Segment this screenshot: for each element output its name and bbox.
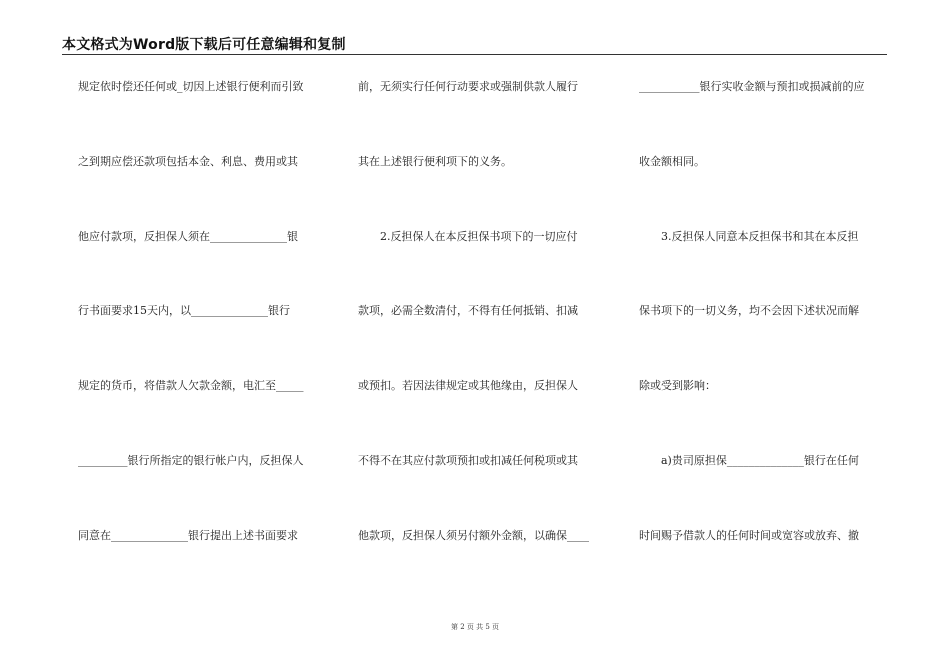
text-column-3	[639, 80, 894, 604]
text-line: 3.反担保人同意本反担保书和其在本反担	[661, 229, 859, 243]
text-line: 同意在______________银行提出上述书面要求	[78, 528, 298, 542]
text-line: 2.反担保人在本反担保书项下的一切应付	[380, 229, 578, 243]
text-line: 款项，必需全数清付，不得有任何抵销、扣减	[358, 304, 578, 318]
page-number: 第 2 页 共 5 页	[450, 623, 500, 631]
text-line: 除或受到影响：	[639, 379, 716, 393]
text-line: 之到期应偿还款项包括本金、利息、费用或其	[78, 154, 298, 168]
text-line: 或预扣。若因法律规定或其他缘由，反担保人	[358, 379, 578, 393]
text-line: 时间赐予借款人的任何时间或宽容或放弃、撤	[639, 528, 859, 542]
text-line: 规定的货币，将借款人欠款金额，电汇至_____	[78, 379, 304, 393]
text-column-2	[358, 80, 613, 604]
text-line: 他应付款项，反担保人须在______________银	[78, 229, 298, 243]
text-line: 他款项，反担保人须另付额外金额，以确保____	[358, 528, 589, 542]
text-column-1	[78, 80, 333, 604]
text-line: a)贵司原担保______________银行在任何	[661, 453, 859, 467]
text-line: 行书面要求15天内，以______________银行	[78, 304, 290, 318]
text-line: 不得不在其应付款项预扣或扣减任何税项或其	[358, 453, 578, 467]
text-line: 保书项下的一切义务，均不会因下述状况而解	[639, 304, 859, 318]
text-line: ___________银行实收金额与预扣或损减前的应	[639, 80, 865, 93]
header-title: 本文格式为Word版下载后可任意编辑和复制	[62, 37, 346, 53]
text-line: 规定依时偿还任何或_切因上述银行便利而引致	[78, 80, 304, 93]
header-rule	[62, 54, 887, 55]
text-line: 收金额相同。	[639, 154, 705, 168]
text-line: 前，无须实行任何行动要求或强制供款人履行	[358, 80, 578, 93]
text-line: 其在上述银行便利项下的义务。	[358, 154, 512, 168]
text-line: _________银行所指定的银行帐户内，反担保人	[78, 453, 304, 467]
